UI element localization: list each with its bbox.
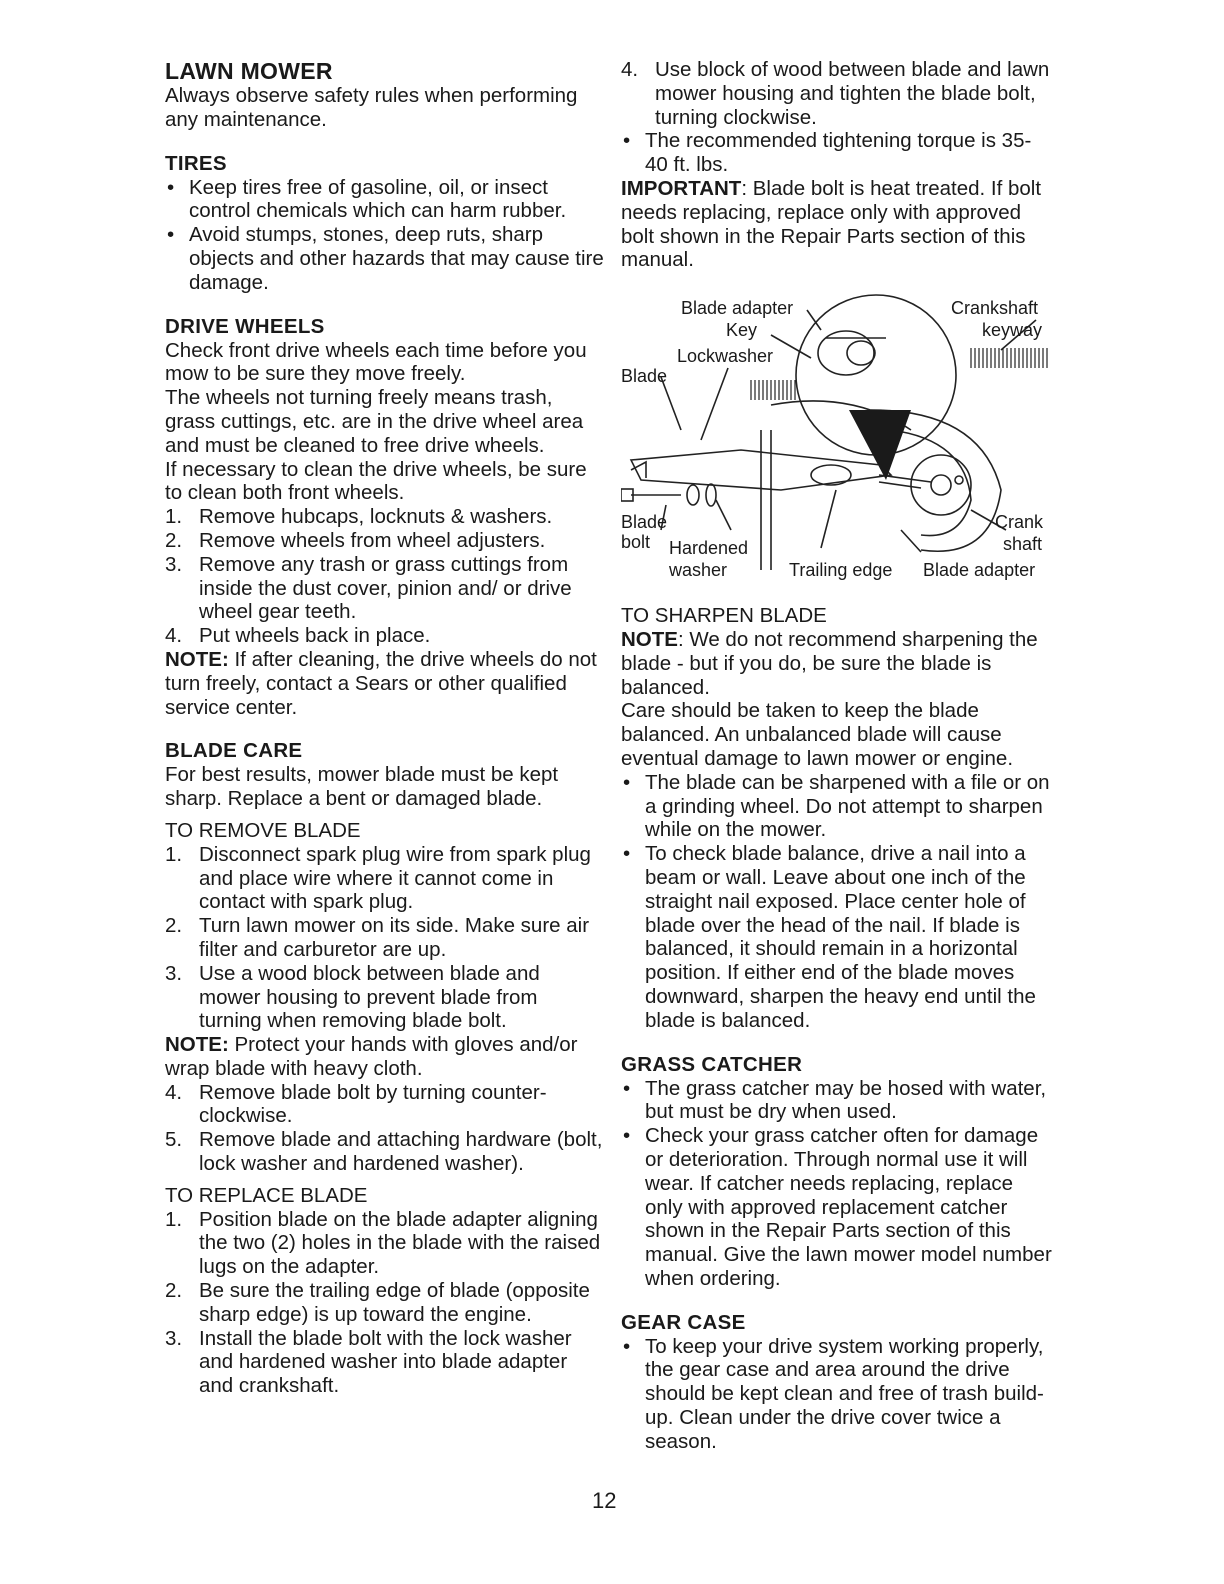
paragraph: For best results, mower blade must be kept sharp. Replace a bent or damaged blade.	[165, 763, 559, 811]
subheading-remove-blade: TO REMOVE BLADE	[165, 818, 361, 842]
list-item: 2. Turn lawn mower on its side. Make sure air filter and carburetor are up.	[165, 914, 590, 961]
left-column	[165, 58, 605, 1398]
subheading-sharpen-blade: TO SHARPEN BLADE	[621, 604, 827, 628]
list-item: 2. Remove wheels from wheel adjusters.	[165, 528, 546, 552]
blade-assembly-diagram	[621, 290, 1053, 590]
sharpen-list	[621, 771, 1053, 1033]
list-item: 3. Install the blade bolt with the lock washer and hardened washer into blade adapter and crankshaft.	[165, 1326, 572, 1398]
replace-blade-steps-cont	[621, 58, 1053, 129]
tires-list	[165, 176, 605, 295]
label-key: Key	[726, 320, 758, 341]
remove-blade-steps-cont	[165, 1081, 605, 1176]
grass-catcher-list	[621, 1077, 1053, 1291]
list-item: 2. Be sure the trailing edge of blade (opposite sharp edge) is up toward the engine.	[165, 1279, 590, 1326]
label-lockwasher: Lockwasher	[677, 346, 774, 367]
list-item: • To keep your drive system working properly, the gear case and area around the drive should be kept clean and free of trash build-up. Clean under the drive cover twice a season.	[623, 1334, 1044, 1453]
label-blade-bolt-1: Blade	[621, 512, 668, 533]
list-item: • The grass catcher may be hosed with water, but must be dry when used.	[623, 1076, 1047, 1124]
list-item: 4. Remove blade bolt by turning counterclockwise.	[165, 1080, 547, 1128]
drive-wheels-steps	[165, 505, 605, 648]
paragraph: If necessary to clean the drive wheels, be sure to clean both front wheels.	[165, 457, 587, 505]
right-column	[621, 58, 1053, 1454]
note: NOTE: We do not recommend sharpening the blade - but if you do, be sure the blade is balanced.	[621, 627, 1038, 699]
paragraph: Care should be taken to keep the blade balanced. An unbalanced blade will cause eventual damage to lawn mower or engine.	[621, 699, 1014, 770]
list-item: • Keep tires free of gasoline, oil, or insect control chemicals which can harm rubber.	[167, 175, 567, 223]
list-item: 1. Disconnect spark plug wire from spark plug and place wire where it cannot come in contact with spark plug.	[165, 842, 591, 914]
page-number: 12	[592, 1488, 617, 1513]
note: NOTE: Protect your hands with gloves and/or wrap blade with heavy cloth.	[165, 1033, 578, 1080]
note: NOTE: If after cleaning, the drive wheels do not turn freely, contact a Sears or other qualified service center.	[165, 647, 597, 719]
subheading-replace-blade: TO REPLACE BLADE	[165, 1183, 368, 1207]
list-item: 5. Remove blade and attaching hardware (bolt, lock washer and hardened washer).	[165, 1128, 603, 1176]
intro-text: Always observe safety rules when performing any maintenance.	[165, 84, 578, 131]
list-item: • The blade can be sharpened with a file or on a grinding wheel. Do not attempt to sharpen while on the mower.	[623, 770, 1050, 842]
list-item: • To check blade balance, drive a nail into a beam or wall. Leave about one inch of the straight nail exposed. Place center hole of blade over the head of the nail. If blade is balanced, it should remain in a horizontal position. If either end of the blade moves downward, sharpen the heavy end until the blade is balanced.	[623, 842, 1036, 1032]
heading-grass-catcher: GRASS CATCHER	[621, 1052, 803, 1076]
label-blade-adapter-bottom: Blade adapter	[923, 560, 1036, 581]
list-item: 3. Remove any trash or grass cuttings from inside the dust cover, pinion and/ or drive wheel gear teeth.	[165, 552, 572, 624]
label-washer: washer	[669, 560, 728, 581]
list-item: • The recommended tightening torque is 35-40 ft. lbs.	[623, 129, 1032, 177]
label-blade-bolt-2: bolt	[621, 532, 651, 553]
label-crank: Crank	[995, 512, 1044, 533]
gear-case-list	[621, 1335, 1053, 1454]
paragraph: The wheels not turning freely means trash, grass cuttings, etc. are in the drive wheel area and must be cleaned to free drive wheels.	[165, 386, 584, 457]
label-crankshaft: Crankshaft	[951, 298, 1039, 319]
heading-blade-care: BLADE CARE	[165, 739, 303, 763]
heading-tires: TIRES	[165, 151, 227, 175]
list-item: 3. Use a wood block between blade and mower housing to prevent blade from turning when removing blade bolt.	[165, 961, 540, 1033]
list-item: 1. Remove hubcaps, locknuts & washers.	[165, 505, 553, 529]
replace-blade-steps	[165, 1208, 605, 1398]
list-item: 1. Position blade on the blade adapter aligning the two (2) holes in the blade with the raised lugs on the adapter.	[165, 1207, 601, 1279]
heading-gear-case: GEAR CASE	[621, 1310, 746, 1334]
label-hardened: Hardened	[669, 538, 749, 559]
label-trailing-edge: Trailing edge	[789, 560, 893, 581]
label-shaft: shaft	[1003, 534, 1043, 555]
label-blade-adapter-top: Blade adapter	[681, 298, 794, 319]
list-item: • Check your grass catcher often for damage or deterioration. Through normal use it will wear. If catcher needs replacing, replace only with approved replacement catcher shown in the Repair Parts section of this manual. Give the lawn mower model number when ordering.	[623, 1124, 1052, 1290]
paragraph: Check front drive wheels each time before you mow to be sure they move freely.	[165, 338, 587, 386]
list-item: 4. Use block of wood between blade and lawn mower housing and tighten the blade bolt, turning clockwise.	[621, 58, 1050, 129]
list-item: 4. Put wheels back in place.	[165, 624, 431, 648]
important-note: IMPORTANT: Blade bolt is heat treated. If bolt needs replacing, replace only with approved bolt shown in the Repair Parts section of this manual.	[621, 176, 1042, 272]
list-item: • Avoid stumps, stones, deep ruts, sharp objects and other hazards that may cause tire damage.	[167, 223, 604, 294]
label-keyway: keyway	[982, 320, 1043, 341]
label-blade-top: Blade	[621, 366, 668, 387]
torque-list	[621, 129, 1053, 177]
heading-drive-wheels: DRIVE WHEELS	[165, 314, 325, 338]
section-title-lawn-mower: LAWN MOWER	[165, 58, 333, 84]
remove-blade-steps	[165, 843, 605, 1033]
